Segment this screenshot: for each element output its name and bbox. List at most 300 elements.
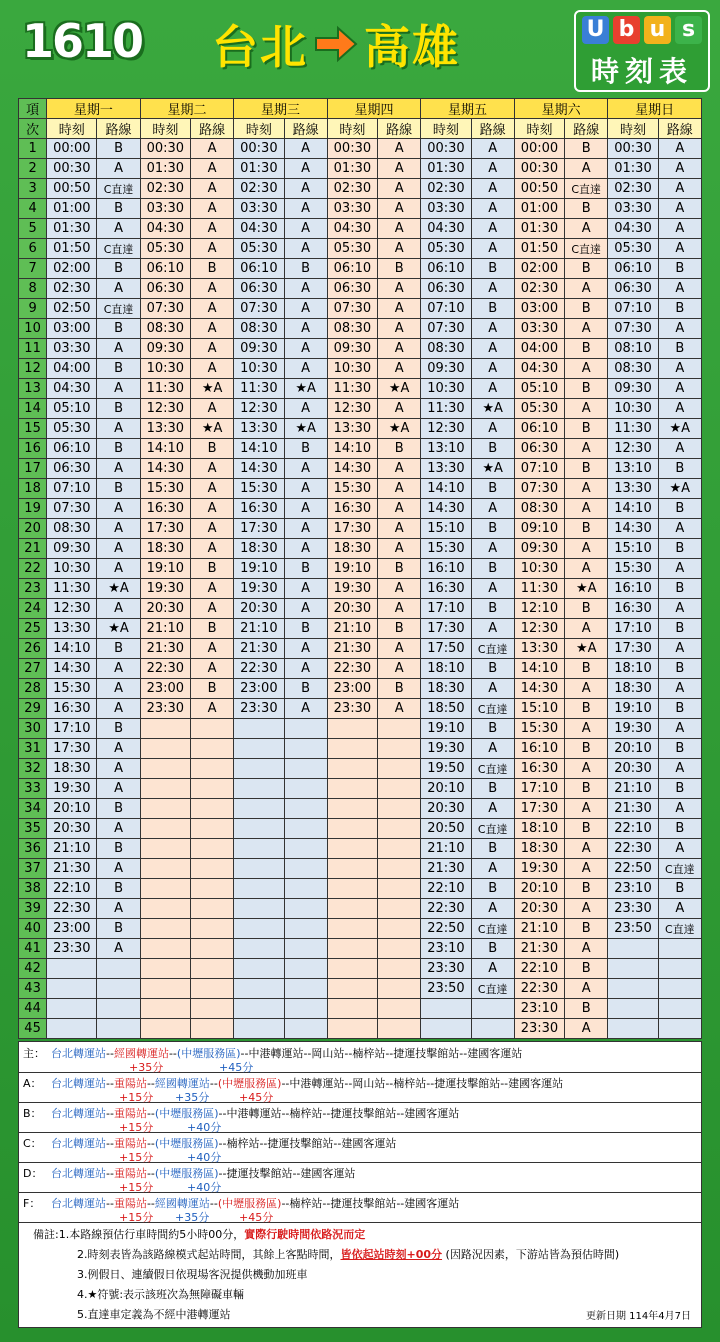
departure-time: 01:30 [47, 219, 97, 239]
departure-time [234, 979, 284, 999]
departure-time: 12:30 [140, 399, 190, 419]
route-code: B [658, 659, 701, 679]
route-code: A [658, 759, 701, 779]
stop-name: -- [106, 1197, 114, 1210]
route-code [97, 979, 140, 999]
route-code: C直達 [471, 819, 514, 839]
route-code: A [565, 939, 608, 959]
departure-time [234, 719, 284, 739]
departure-time: 16:10 [608, 579, 658, 599]
departure-time: 15:30 [327, 479, 377, 499]
table-row [19, 339, 702, 359]
departure-time: 19:30 [421, 739, 471, 759]
departure-time: 05:30 [234, 239, 284, 259]
departure-time: 02:30 [421, 179, 471, 199]
route-variant-note [19, 1192, 701, 1223]
route-code: A [471, 139, 514, 159]
route-code: A [97, 859, 140, 879]
remark-4: 4.★符號:表示該班次為無障礙車輛 [77, 1288, 245, 1301]
route-code: A [658, 199, 701, 219]
route-code: A [471, 239, 514, 259]
route-code: A [565, 679, 608, 699]
departure-time: 23:10 [608, 879, 658, 899]
stop-name: -- [146, 1197, 155, 1210]
route-code [284, 739, 327, 759]
stop-name: --中港轉運站--岡山站--楠梓站--捷運技擊館站--建國客運站 [281, 1077, 564, 1090]
departure-time: 17:30 [421, 619, 471, 639]
departure-time: 17:10 [421, 599, 471, 619]
route-code: B [565, 199, 608, 219]
route-code [378, 819, 421, 839]
departure-time [327, 739, 377, 759]
route-variant-note [19, 1042, 701, 1073]
departure-time: 06:10 [327, 259, 377, 279]
departure-time: 14:30 [47, 659, 97, 679]
route-code [284, 899, 327, 919]
departure-time: 17:10 [608, 619, 658, 639]
stop-name: 台北轉運站 [51, 1107, 106, 1120]
route-code [658, 1019, 701, 1039]
route-code: A [658, 639, 701, 659]
departure-time: 20:30 [514, 899, 564, 919]
table-row [19, 959, 702, 979]
departure-time: 05:10 [47, 399, 97, 419]
departure-time: 22:50 [608, 859, 658, 879]
route-code: A [565, 1019, 608, 1039]
route-code [190, 939, 233, 959]
route-code: A [284, 159, 327, 179]
departure-time: 22:10 [514, 959, 564, 979]
departure-time: 23:00 [47, 919, 97, 939]
route-code [378, 759, 421, 779]
departure-time: 07:10 [608, 299, 658, 319]
departure-time: 04:30 [140, 219, 190, 239]
departure-time: 00:50 [47, 179, 97, 199]
route-code [190, 879, 233, 899]
departure-time: 14:30 [514, 679, 564, 699]
departure-time: 12:30 [327, 399, 377, 419]
route-code [471, 1019, 514, 1039]
route-code: B [471, 299, 514, 319]
route-code: B [565, 419, 608, 439]
departure-time: 07:30 [234, 299, 284, 319]
route-code: B [378, 439, 421, 459]
day-header: 星期一 [47, 99, 141, 119]
table-row [19, 879, 702, 899]
route-code: A [658, 319, 701, 339]
route-code: A [378, 199, 421, 219]
route-code: A [471, 279, 514, 299]
route-code: A [284, 399, 327, 419]
departure-time: 00:30 [514, 159, 564, 179]
logo-letter: U [582, 16, 609, 44]
route-code: A [378, 479, 421, 499]
stop-name: --捷運技擊館站--建國客運站 [218, 1167, 356, 1180]
departure-time: 17:50 [421, 639, 471, 659]
departure-time: 07:10 [421, 299, 471, 319]
departure-time [327, 919, 377, 939]
route-code: A [97, 519, 140, 539]
departure-time: 16:30 [514, 759, 564, 779]
departure-time: 06:10 [421, 259, 471, 279]
departure-time: 10:30 [327, 359, 377, 379]
row-index: 30 [19, 719, 47, 739]
route-header: 路線 [658, 119, 701, 139]
route-code: A [97, 559, 140, 579]
departure-time: 10:30 [421, 379, 471, 399]
route-code: B [97, 359, 140, 379]
route-code [378, 919, 421, 939]
route-code: B [471, 939, 514, 959]
route-code: A [284, 639, 327, 659]
offset-minutes: +45分 [219, 1061, 254, 1074]
route-code: A [378, 519, 421, 539]
route-code [378, 899, 421, 919]
departure-time: 14:10 [234, 439, 284, 459]
departure-time: 14:10 [608, 499, 658, 519]
route-code: A [471, 799, 514, 819]
route-title [212, 14, 460, 74]
departure-time: 09:30 [327, 339, 377, 359]
departure-time: 13:30 [140, 419, 190, 439]
route-code: A [284, 359, 327, 379]
departure-time: 12:30 [234, 399, 284, 419]
departure-time: 07:10 [47, 479, 97, 499]
offset-minutes: +45分 [239, 1211, 274, 1224]
offset-minutes: +15分 [119, 1091, 154, 1104]
table-row [19, 779, 702, 799]
departure-time: 01:30 [327, 159, 377, 179]
route-code: C直達 [97, 239, 140, 259]
route-code [190, 719, 233, 739]
route-code: C直達 [97, 179, 140, 199]
route-code: A [97, 419, 140, 439]
route-code [190, 779, 233, 799]
route-code: C直達 [471, 699, 514, 719]
departure-time [234, 739, 284, 759]
departure-time: 14:10 [140, 439, 190, 459]
departure-time: 11:30 [514, 579, 564, 599]
stop-name: --楠梓站--捷運技擊館站--建國客運站 [281, 1197, 460, 1210]
route-code: A [471, 539, 514, 559]
route-code: A [565, 219, 608, 239]
row-index: 18 [19, 479, 47, 499]
route-code [190, 999, 233, 1019]
origin-city: 台北 [212, 20, 308, 74]
departure-time: 23:00 [140, 679, 190, 699]
departure-time: 19:30 [47, 779, 97, 799]
stop-name: (中壢服務區) [217, 1077, 282, 1090]
route-code: B [471, 519, 514, 539]
route-code: A [658, 519, 701, 539]
route-code: A [471, 579, 514, 599]
route-code: A [471, 199, 514, 219]
route-header: 路線 [190, 119, 233, 139]
departure-time [421, 999, 471, 1019]
route-code: A [284, 339, 327, 359]
departure-time [608, 1019, 658, 1039]
route-code [378, 1019, 421, 1039]
route-code: A [658, 679, 701, 699]
departure-time: 03:30 [234, 199, 284, 219]
departure-time: 17:10 [47, 719, 97, 739]
route-code: B [471, 659, 514, 679]
departure-time: 05:30 [140, 239, 190, 259]
route-code: A [378, 299, 421, 319]
route-code: C直達 [658, 859, 701, 879]
departure-time: 03:30 [327, 199, 377, 219]
departure-time: 16:30 [421, 579, 471, 599]
route-code [190, 959, 233, 979]
row-index: 21 [19, 539, 47, 559]
route-code: B [190, 559, 233, 579]
departure-time: 04:00 [47, 359, 97, 379]
departure-time: 12:30 [421, 419, 471, 439]
row-index: 5 [19, 219, 47, 239]
departure-time: 23:00 [327, 679, 377, 699]
table-row [19, 179, 702, 199]
route-code: ★A [471, 399, 514, 419]
route-code: A [658, 719, 701, 739]
offset-minutes: +35分 [175, 1211, 210, 1224]
departure-time: 22:10 [421, 879, 471, 899]
route-code: A [190, 639, 233, 659]
table-row [19, 259, 702, 279]
variant-stops [51, 1135, 396, 1151]
route-code [190, 1019, 233, 1039]
departure-time: 00:30 [234, 139, 284, 159]
variant-key: C： [23, 1137, 42, 1150]
departure-time [234, 959, 284, 979]
route-code: A [471, 739, 514, 759]
route-code: A [658, 439, 701, 459]
route-code: A [284, 139, 327, 159]
departure-time: 14:30 [327, 459, 377, 479]
route-code: A [565, 899, 608, 919]
route-code: A [378, 579, 421, 599]
logo-subtitle: 時刻表 [590, 55, 693, 88]
departure-time: 03:30 [140, 199, 190, 219]
departure-time: 05:30 [514, 399, 564, 419]
offset-minutes: +15分 [119, 1151, 154, 1164]
departure-time [234, 839, 284, 859]
route-code: A [190, 159, 233, 179]
route-code: A [97, 679, 140, 699]
departure-time [421, 1019, 471, 1039]
route-code [284, 939, 327, 959]
table-row [19, 199, 702, 219]
update-date: 更新日期 114年4月7日 [586, 1311, 691, 1322]
stop-name: -- [106, 1107, 114, 1120]
departure-time: 21:30 [140, 639, 190, 659]
route-code: A [565, 479, 608, 499]
route-code: A [284, 179, 327, 199]
row-index: 42 [19, 959, 47, 979]
route-code: A [378, 599, 421, 619]
departure-time: 01:50 [47, 239, 97, 259]
departure-time: 02:30 [47, 279, 97, 299]
departure-time: 17:10 [514, 779, 564, 799]
departure-time: 22:10 [47, 879, 97, 899]
route-code: B [471, 839, 514, 859]
table-row [19, 499, 702, 519]
departure-time [140, 1019, 190, 1039]
row-index: 23 [19, 579, 47, 599]
departure-time: 23:50 [421, 979, 471, 999]
time-header: 時刻 [421, 119, 471, 139]
route-code: A [565, 279, 608, 299]
route-code: A [471, 319, 514, 339]
departure-time: 16:10 [514, 739, 564, 759]
departure-time: 09:10 [514, 519, 564, 539]
table-row [19, 459, 702, 479]
route-code: A [190, 319, 233, 339]
departure-time: 14:30 [421, 499, 471, 519]
stop-name: (中壢服務區) [154, 1137, 219, 1150]
stop-name: 台北轉運站 [51, 1047, 106, 1060]
route-code: A [284, 319, 327, 339]
route-code: A [378, 179, 421, 199]
departure-time [140, 739, 190, 759]
departure-time [234, 999, 284, 1019]
route-code [658, 979, 701, 999]
row-index: 33 [19, 779, 47, 799]
index-header: 次 [19, 119, 47, 139]
stop-name: 重陽站 [113, 1137, 147, 1150]
route-code [284, 759, 327, 779]
departure-time: 19:30 [140, 579, 190, 599]
route-code: B [565, 459, 608, 479]
departure-time: 02:30 [140, 179, 190, 199]
route-code [378, 719, 421, 739]
route-code: B [565, 699, 608, 719]
stop-name: -- [168, 1047, 177, 1060]
route-code: A [97, 779, 140, 799]
departure-time: 12:30 [514, 619, 564, 639]
route-code: A [471, 859, 514, 879]
departure-time: 07:30 [140, 299, 190, 319]
departure-time: 08:30 [47, 519, 97, 539]
row-index: 11 [19, 339, 47, 359]
route-code: B [97, 719, 140, 739]
departure-time: 15:30 [514, 719, 564, 739]
route-code: A [190, 219, 233, 239]
route-code [284, 799, 327, 819]
departure-time: 10:30 [140, 359, 190, 379]
route-code: B [97, 879, 140, 899]
departure-time: 04:30 [421, 219, 471, 239]
stop-name: (中壢服務區) [154, 1167, 219, 1180]
departure-time [608, 999, 658, 1019]
remark-3: 3.例假日、連續假日依現場客況提供機動加班車 [77, 1268, 308, 1281]
route-code: B [565, 139, 608, 159]
departure-time: 17:30 [514, 799, 564, 819]
table-row [19, 579, 702, 599]
departure-time: 11:30 [327, 379, 377, 399]
route-code: A [471, 419, 514, 439]
table-row [19, 299, 702, 319]
route-code: A [378, 279, 421, 299]
departure-time: 03:30 [47, 339, 97, 359]
row-index: 9 [19, 299, 47, 319]
departure-time: 20:30 [140, 599, 190, 619]
departure-time: 22:30 [514, 979, 564, 999]
table-row [19, 159, 702, 179]
departure-time [140, 799, 190, 819]
day-header: 星期二 [140, 99, 234, 119]
route-header: 路線 [284, 119, 327, 139]
route-code: A [378, 319, 421, 339]
stop-name: (中壢服務區) [176, 1047, 241, 1060]
stop-name: -- [106, 1137, 114, 1150]
table-row [19, 639, 702, 659]
departure-time: 20:30 [47, 819, 97, 839]
departure-time: 23:10 [421, 939, 471, 959]
stop-name: 經國轉運站 [154, 1197, 210, 1210]
route-code: A [471, 959, 514, 979]
route-code: B [97, 399, 140, 419]
route-code [284, 859, 327, 879]
route-code: A [97, 379, 140, 399]
departure-time: 21:10 [514, 919, 564, 939]
stop-name: -- [106, 1167, 114, 1180]
departure-time: 15:30 [140, 479, 190, 499]
route-header: 路線 [471, 119, 514, 139]
route-code: A [658, 599, 701, 619]
route-code: A [97, 539, 140, 559]
route-code: B [658, 819, 701, 839]
departure-time: 12:30 [47, 599, 97, 619]
route-code: A [378, 639, 421, 659]
route-code [284, 979, 327, 999]
departure-time: 22:30 [327, 659, 377, 679]
departure-time: 01:00 [47, 199, 97, 219]
departure-time: 02:30 [327, 179, 377, 199]
row-index: 26 [19, 639, 47, 659]
route-code: B [565, 339, 608, 359]
route-code [378, 999, 421, 1019]
stop-name: --中港轉運站--楠梓站--捷運技擊館站--建國客運站 [218, 1107, 460, 1120]
route-code: B [378, 559, 421, 579]
departure-time: 01:30 [140, 159, 190, 179]
departure-time: 16:30 [140, 499, 190, 519]
route-code: A [284, 659, 327, 679]
departure-time: 16:10 [421, 559, 471, 579]
route-code: A [190, 339, 233, 359]
route-code: A [658, 139, 701, 159]
route-code: B [97, 199, 140, 219]
route-code: A [190, 659, 233, 679]
variant-key: B： [23, 1107, 42, 1120]
departure-time: 21:10 [47, 839, 97, 859]
route-code: B [565, 819, 608, 839]
departure-time: 18:10 [514, 819, 564, 839]
row-index: 28 [19, 679, 47, 699]
stop-name: 重陽站 [113, 1167, 147, 1180]
offset-minutes: +35分 [129, 1061, 164, 1074]
stop-name: 台北轉運站 [51, 1197, 106, 1210]
departure-time: 06:30 [140, 279, 190, 299]
route-code: B [565, 519, 608, 539]
departure-time: 21:30 [234, 639, 284, 659]
route-code: B [190, 619, 233, 639]
route-code: B [471, 439, 514, 459]
table-row [19, 439, 702, 459]
route-code: A [97, 899, 140, 919]
route-code: B [97, 919, 140, 939]
route-code: A [97, 499, 140, 519]
departure-time: 20:10 [608, 739, 658, 759]
